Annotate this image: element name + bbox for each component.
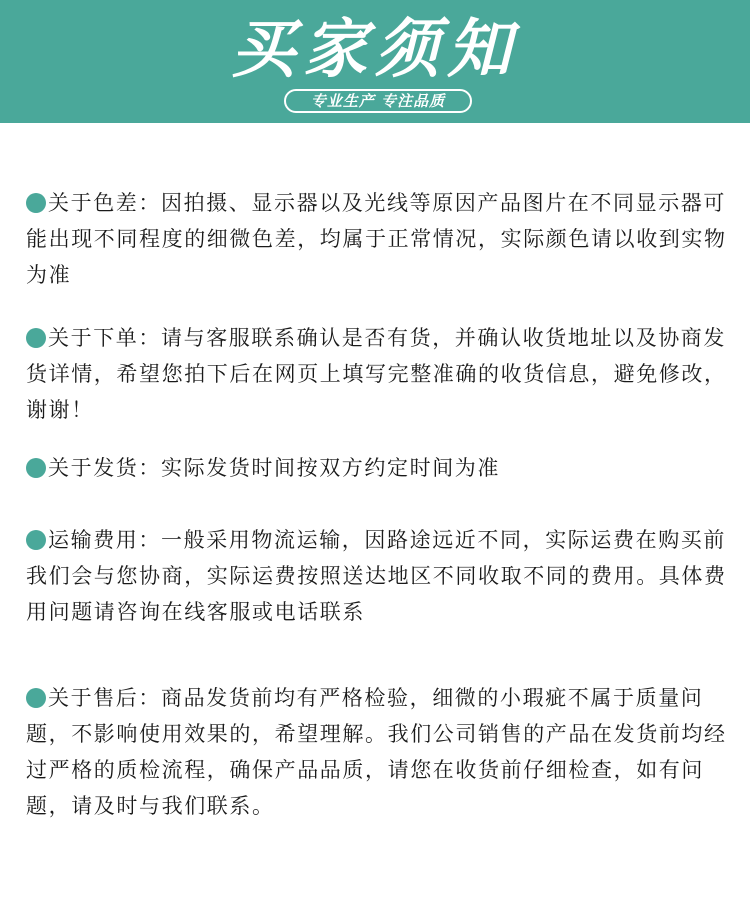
notice-after-sales <box>26 680 728 824</box>
bullet-dot-icon <box>26 458 46 478</box>
bullet-dot-icon <box>26 328 46 348</box>
notice-shipping <box>26 450 728 486</box>
page-title: 买家须知 <box>231 13 519 87</box>
notice-text: 关于色差：因拍摄、显示器以及光线等原因产品图片在不同显示器可能出现不同程度的细微色差，均属于正常情况，实际颜色请以收到实物为准 <box>26 191 727 287</box>
notice-text: 关于发货：实际发货时间按双方约定时间为准 <box>48 456 500 480</box>
subtitle-badge: 专业生产 专注品质 <box>284 89 472 113</box>
bullet-dot-icon <box>26 193 46 213</box>
notice-text: 关于售后：商品发货前均有严格检验，细微的小瑕疵不属于质量问题，不影响使用效果的，希望理解。我们公司销售的产品在发货前均经过严格的质检流程，确保产品品质，请您在收货前仔细检查，如有问题，请及时与我们联系。 <box>26 686 727 818</box>
notice-ordering <box>26 320 728 428</box>
bullet-dot-icon <box>26 688 46 708</box>
notice-freight <box>26 522 728 630</box>
bullet-dot-icon <box>26 530 46 550</box>
notice-text: 运输费用：一般采用物流运输，因路途远近不同，实际运费在购买前我们会与您协商，实际运费按照送达地区不同收取不同的费用。具体费用问题请咨询在线客服或电话联系 <box>26 528 727 624</box>
notice-color-difference <box>26 185 728 293</box>
header-banner <box>0 0 750 123</box>
notice-text: 关于下单：请与客服联系确认是否有货，并确认收货地址以及协商发货详情，希望您拍下后在网页上填写完整准确的收货信息，避免修改，谢谢！ <box>26 326 727 422</box>
